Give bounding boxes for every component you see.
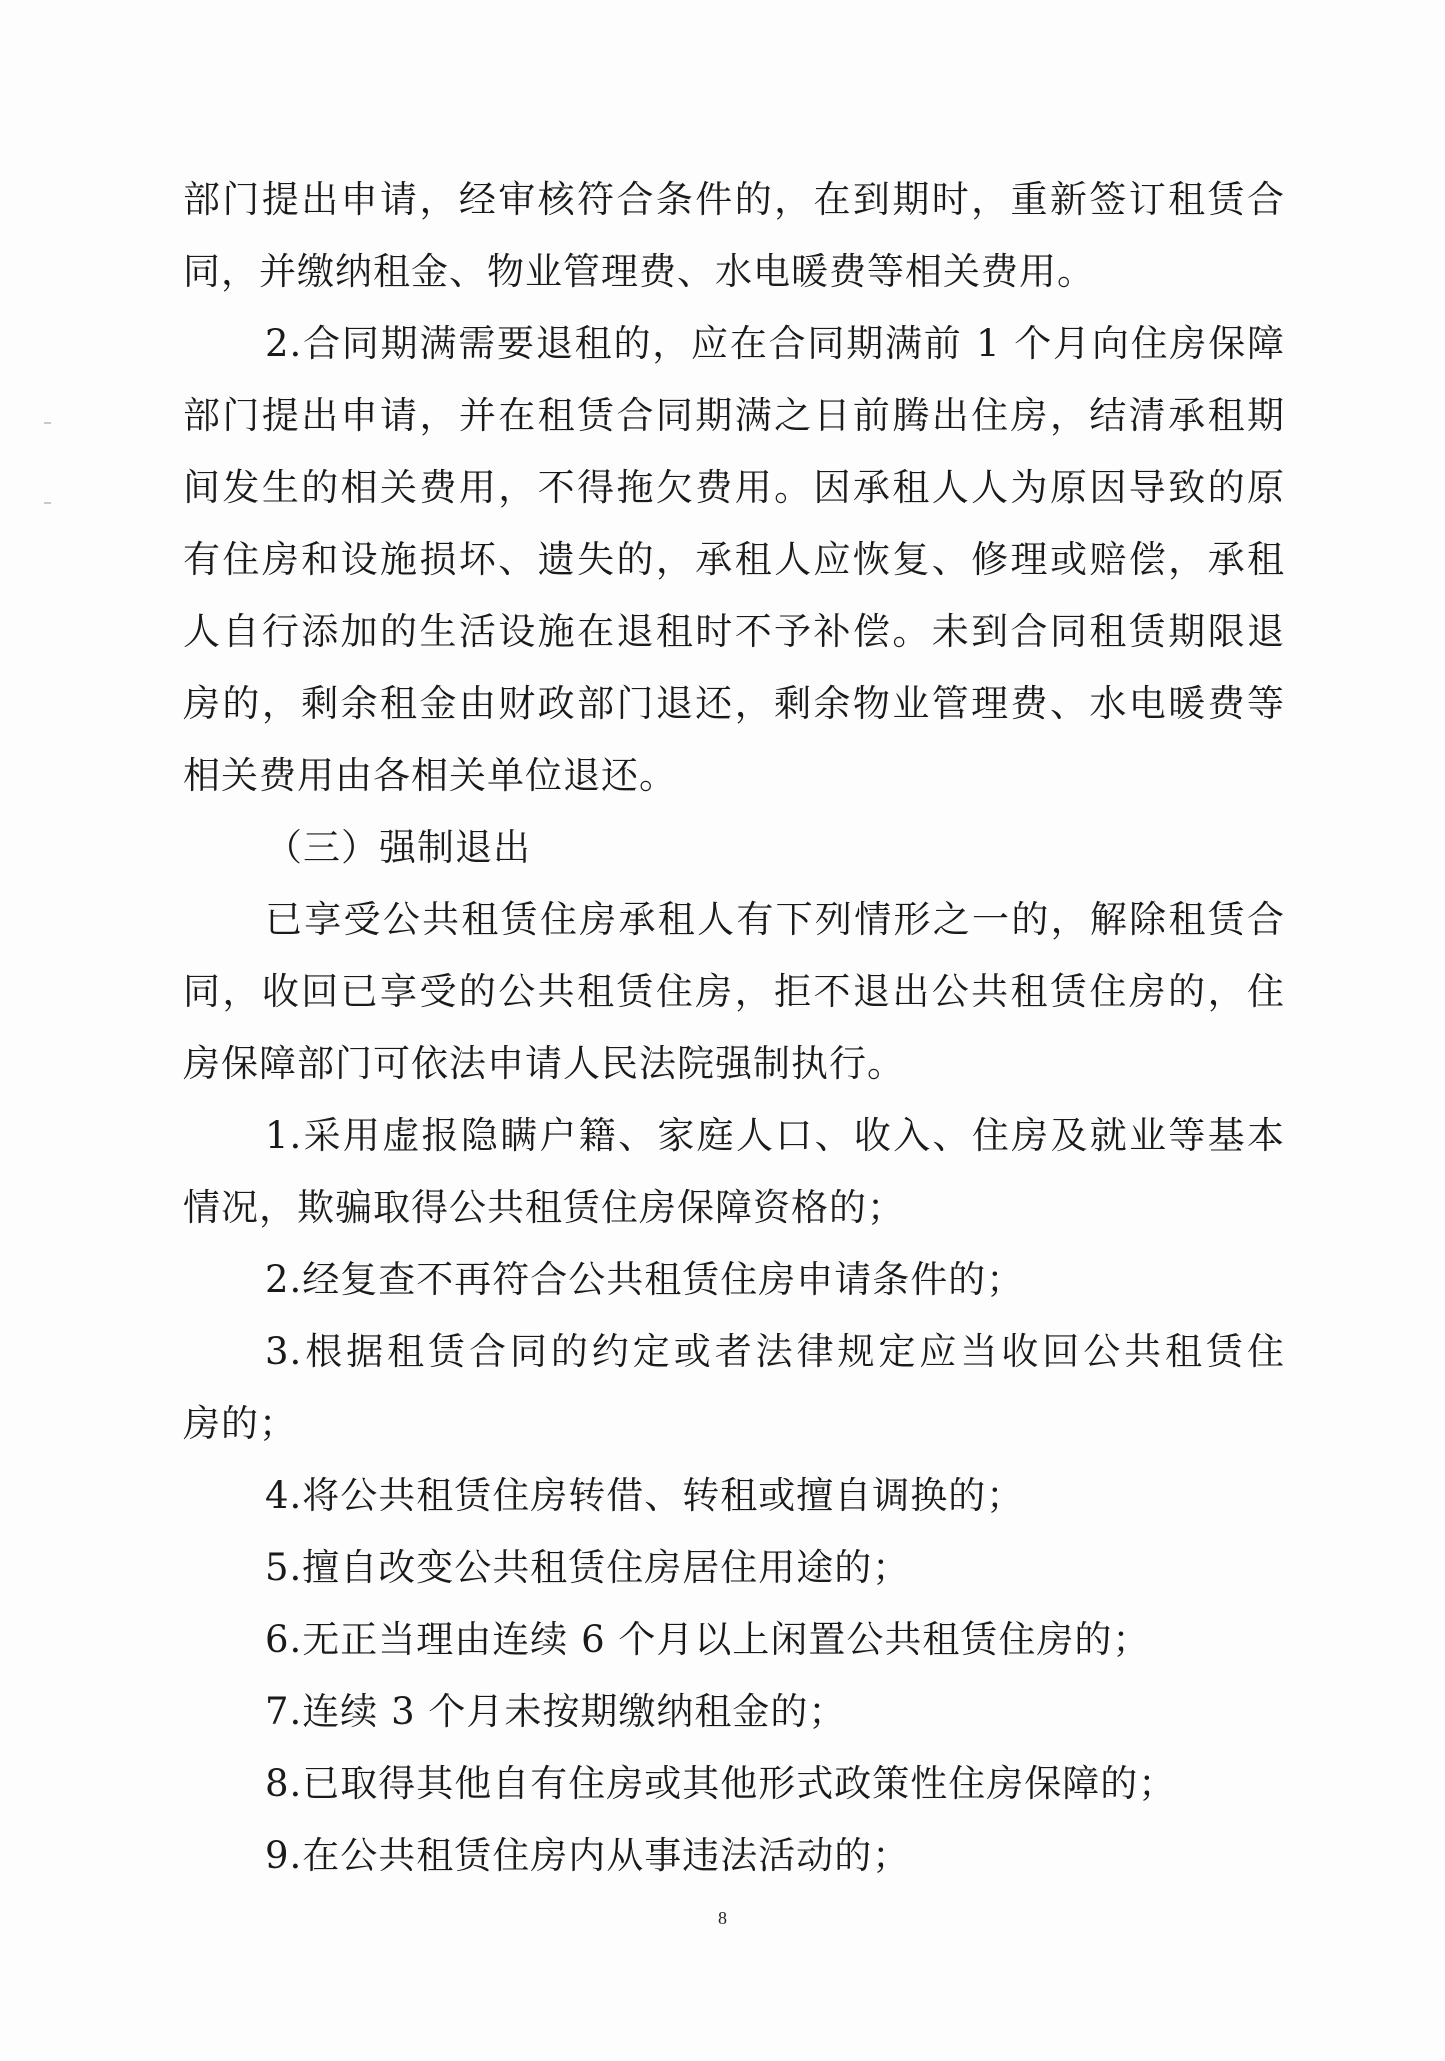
- text-line: 相关费用由各相关单位退还。: [183, 754, 677, 797]
- list-item: 6.无正当理由连续 6 个月以上闲置公共租赁住房的；: [265, 1618, 1151, 1661]
- list-item: 8.已取得其他自有住房或其他形式政策性住房保障的；: [265, 1762, 1177, 1805]
- text-line: 部门提出申请，经审核符合条件的，在到期时，重新签订租赁合: [183, 178, 1285, 221]
- list-item: 2.经复查不再符合公共租赁住房申请条件的；: [265, 1258, 1025, 1301]
- page-number: 8: [718, 1908, 727, 1928]
- text-line: 房的；: [183, 1402, 297, 1445]
- text-line: 同，收回已享受的公共租赁住房，拒不退出公共租赁住房的，住: [183, 970, 1285, 1013]
- text-line: 2.合同期满需要退租的，应在合同期满前 1 个月向住房保障: [265, 322, 1285, 365]
- document-body: [183, 164, 1285, 1892]
- list-item: 3.根据租赁合同的约定或者法律规定应当收回公共租赁住: [265, 1330, 1285, 1373]
- list-item: 7.连续 3 个月未按期缴纳租金的；: [265, 1690, 847, 1733]
- list-item: 4.将公共租赁住房转借、转租或擅自调换的；: [265, 1474, 1025, 1517]
- text-line: 间发生的相关费用，不得拖欠费用。因承租人人为原因导致的原: [183, 466, 1285, 509]
- text-line: 人自行添加的生活设施在退租时不予补偿。未到合同租赁期限退: [183, 610, 1285, 653]
- text-line: 部门提出申请，并在租赁合同期满之日前腾出住房，结清承租期: [183, 394, 1285, 437]
- text-line: 已享受公共租赁住房承租人有下列情形之一的，解除租赁合: [265, 898, 1285, 941]
- text-line: 情况，欺骗取得公共租赁住房保障资格的；: [183, 1186, 905, 1229]
- section-heading: （三）强制退出: [265, 826, 531, 869]
- list-item: 5.擅自改变公共租赁住房居住用途的；: [265, 1546, 911, 1589]
- scan-mark: [44, 422, 51, 424]
- scan-mark: [44, 502, 51, 504]
- list-item: 1.采用虚报隐瞒户籍、家庭人口、收入、住房及就业等基本: [265, 1114, 1285, 1157]
- text-line: 房的，剩余租金由财政部门退还，剩余物业管理费、水电暖费等: [183, 682, 1285, 725]
- text-line: 同，并缴纳租金、物业管理费、水电暖费等相关费用。: [183, 250, 1095, 293]
- text-line: 房保障部门可依法申请人民法院强制执行。: [183, 1042, 905, 1085]
- list-item: 9.在公共租赁住房内从事违法活动的；: [265, 1834, 911, 1877]
- text-line: 有住房和设施损坏、遗失的，承租人应恢复、修理或赔偿，承租: [183, 538, 1285, 581]
